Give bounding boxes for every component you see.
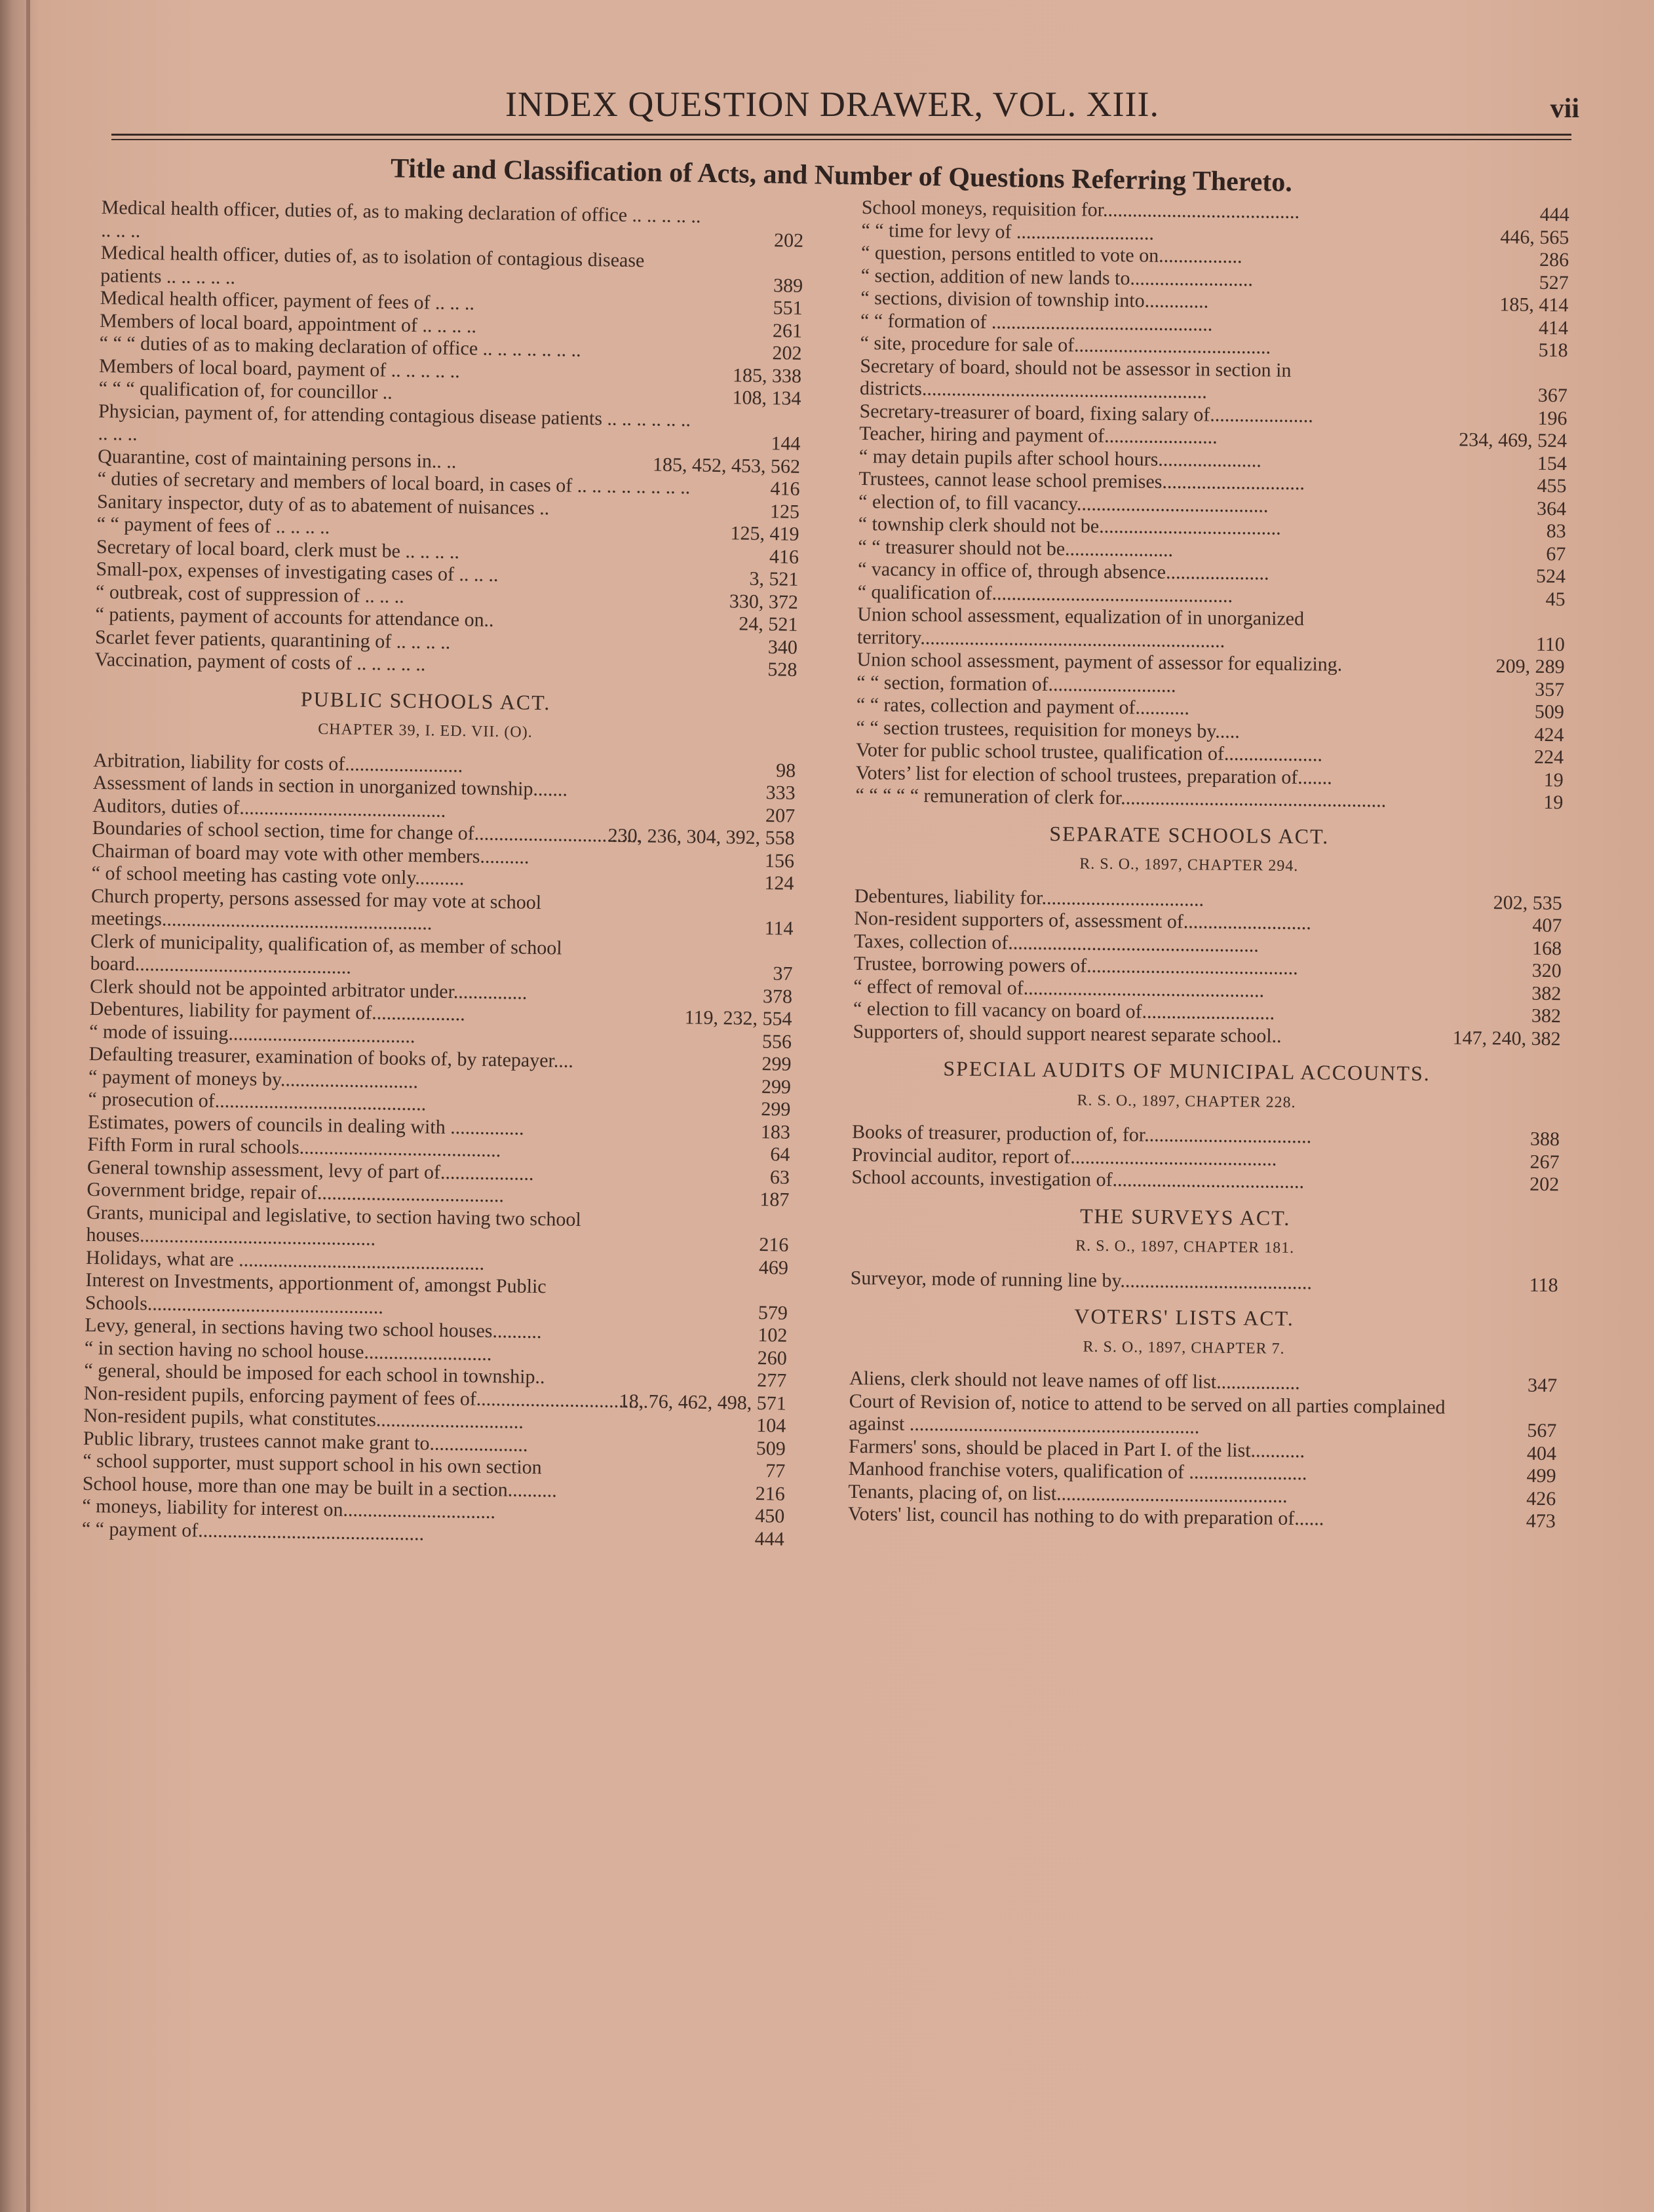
right-column [848,197,1569,1533]
left-entries-top [94,197,804,681]
index-entry-pages: 216 [759,1234,789,1256]
index-entry-pages: 551 [773,297,803,319]
index-entry-text: “ “ time for levy of ............................ [861,219,1155,244]
index-entry-pages: 216 [755,1482,785,1505]
index-entry-text: Aliens, clerk should not leave names of off list................. [849,1367,1300,1394]
index-entry-pages: 299 [761,1075,792,1098]
index-entry-pages: 144 [771,432,801,455]
index-entry-pages: 509 [756,1437,786,1460]
index-entry-pages: 119, 232, 554 [684,1006,792,1030]
index-entry-text: Union school assessment, equalization of in unorganized territory.............................................................. [856,603,1305,652]
index-entry-text: Manhood franchise voters, qualification of ........................ [848,1457,1307,1485]
index-entry-text: “ in section having no school house.......................... [84,1337,492,1365]
index-entry-pages: 98 [775,759,796,782]
index-entry-pages: 260 [757,1346,788,1369]
index-entry-pages: 469 [758,1256,789,1279]
index-entry [860,354,1568,407]
index-entry-pages: 67 [1546,543,1566,565]
index-entry-text: Farmers' sons, should be placed in Part I. of the list........... [848,1435,1305,1462]
section-title-separate-schools: SEPARATE SCHOOLS ACT. [1049,821,1330,849]
index-entry-text: “ section, addition of new lands to......................... [860,264,1254,290]
index-entry-text: Court of Revision of, notice to attend to be served on all parties complained against ........................................................... [849,1390,1446,1438]
right-entries-top [855,197,1569,814]
index-entry [849,1390,1557,1442]
index-entry-pages: 382 [1531,982,1562,1004]
index-entry-pages: 202 [1529,1173,1560,1196]
index-entry-text: School moneys, requisition for........................................ [861,197,1300,223]
index-entry-pages: 207 [765,804,796,827]
header-rule-top [111,134,1571,136]
index-entry-pages: 424 [1534,723,1564,746]
index-entry-text: “ prosecution of........................................... [88,1088,427,1115]
index-entry-pages: 114 [764,917,794,940]
index-entry-pages: 299 [761,1098,791,1120]
index-entry-text: “ duties of secretary and members of local board, in cases of .. .. .. .. .. .. .. .. [97,467,691,499]
index-entry-text: Vaccination, payment of costs of .. .. .. .. .. [94,648,426,676]
index-entry-pages: 333 [765,782,796,804]
index-entry-text: Debentures, liability for payment of................... [89,997,466,1025]
index-entry-pages: 347 [1527,1374,1558,1397]
index-entry-text: “ moneys, liability for interest on............................... [82,1495,496,1523]
index-entry-pages: 64 [770,1143,790,1166]
index-entry-text: Physician, payment of, for attending contagious disease patients .. .. .. .. .. .. .. .. .. [98,400,691,445]
index-entry-text: Provincial auditor, report of.......................................... [851,1143,1277,1170]
index-entry-text: General township assessment, levy of part of................... [87,1156,534,1185]
index-entry-pages: 499 [1526,1464,1556,1487]
index-entry-text: Interest on Investments, apportionment of, amongst Public Schools................................................ [85,1268,547,1318]
index-entry-pages: 118 [1529,1274,1558,1296]
index-entry-pages: 455 [1537,474,1567,497]
index-entry-pages: 24, 521 [739,613,798,636]
index-entry-text: Members of local board, appointment of .. .. .. .. [99,309,477,337]
index-entry-pages: 426 [1526,1487,1556,1510]
index-entry-text: Voter for public school trustee, qualification of.................... [855,738,1323,766]
index-entry-pages: 414 [1538,316,1569,339]
index-entry-text: Non-resident pupils, enforcing payment of fees of................................... [83,1382,649,1413]
index-entry-pages: 286 [1539,248,1569,271]
index-entry-text: Surveyor, mode of running line by....................................... [850,1267,1313,1293]
index-entry-text: Fifth Form in rural schools......................................... [87,1133,501,1162]
index-entry-text: “ mode of issuing...................................... [88,1020,415,1047]
index-entry-pages: 527 [1539,271,1569,294]
index-entry-text: “ question, persons entitled to vote on................. [860,241,1242,268]
index-entry-text: Clerk of municipality, qualification of, as member of school board............................................ [90,930,562,978]
index-entry-pages: 196 [1537,407,1567,429]
index-entry-text: “ payment of moneys by............................ [88,1065,419,1092]
main-heading: Title and Classification of Acts, and Number of Questions Referring Thereto. [390,153,1293,198]
index-entry-text: Boundaries of school section, time for change of.................................. [92,816,642,847]
index-entry-text: Grants, municipal and legislative, to section having two school houses................................................ [86,1201,582,1250]
index-entry-text: “ effect of removal of................................................. [853,975,1265,1001]
chapter-special-audits: R. S. O., 1897, CHAPTER 228. [1077,1092,1296,1111]
index-entry-pages: 367 [1537,384,1568,407]
index-entry-pages: 234, 469, 524 [1458,429,1567,452]
index-entry-pages: 185, 338 [732,364,802,387]
index-entry-text: Trustees, cannot lease school premises............................. [858,467,1305,495]
index-entry-text: “ site, procedure for sale of........................................ [860,332,1271,358]
chapter-separate-schools: R. S. O., 1897, CHAPTER 294. [1079,855,1299,875]
index-entry-text: Non-resident pupils, what constitutes.............................. [83,1404,524,1433]
index-entry-text: “ “ “ duties of as to making declaration of office .. .. .. .. .. .. .. [99,332,581,361]
index-entry-pages: 416 [769,545,799,568]
index-entry-pages: 37 [773,963,793,985]
index-entry-pages: 230, 236, 304, 392, 558 [607,824,795,849]
index-entry-text: Debentures, liability for................................. [854,885,1204,911]
index-entry-pages: 450 [754,1505,785,1527]
index-entry-pages: 518 [1538,339,1568,362]
index-entry-pages: 154 [1537,452,1567,474]
index-entry-pages: 444 [1539,203,1569,226]
index-entry-text: Trustee, borrowing powers of........................................... [853,952,1298,980]
index-entry-text: Estimates, powers of councils in dealing with ............... [87,1111,524,1139]
index-entry-text: “ election of, to fill vacancy....................................... [858,490,1269,517]
index-entry-pages: 509 [1534,700,1564,723]
index-entry-pages: 202, 535 [1493,891,1562,914]
index-entry-pages: 382 [1531,1004,1562,1027]
index-entry-pages: 125, 419 [730,522,799,545]
section-title-surveys: THE SURVEYS ACT. [1079,1204,1291,1230]
index-entry-text: “ “ section trustees, requisition for moneys by..... [856,716,1240,742]
index-entry-text: Supporters of, should support nearest separate school.. [853,1020,1282,1047]
index-entry-pages: 364 [1536,497,1567,520]
index-entry-pages: 446, 565 [1500,225,1569,248]
index-entry-text: Medical health officer, payment of fees of .. .. .. [100,286,475,315]
index-entry-text: “ “ rates, collection and payment of........... [856,693,1190,719]
index-entry-pages: 416 [770,478,800,500]
index-entry-pages: 168 [1531,937,1562,959]
running-title: INDEX QUESTION DRAWER, VOL. XIII. [505,85,1160,124]
index-entry-text: Union school assessment, payment of assessor for equalizing. [856,648,1343,676]
index-entry-pages: 202 [772,342,802,364]
index-entry-pages: 19 [1543,791,1564,814]
index-entry-text: “ sections, division of township into............. [860,286,1209,313]
index-entry-pages: 224 [1533,746,1564,769]
index-entry-pages: 567 [1527,1419,1557,1442]
index-entry-text: “ “ payment of.............................................. [81,1517,425,1545]
index-entry-text: Church property, persons assessed for may vote at school meetings....................................................... [90,885,542,934]
index-entry-text: Secretary of local board, clerk must be .. .. .. .. [96,535,460,563]
index-entry-pages: 528 [767,658,798,681]
index-entry-text: “ “ section, formation of.......................... [856,671,1176,696]
index-entry-text: Teacher, hiring and payment of....................... [859,422,1218,448]
index-entry [857,603,1566,656]
surveys-entries [851,1267,1558,1297]
index-entry-text: “ “ treasurer should not be...................... [858,535,1174,561]
index-entry-pages: 18, 76, 462, 498, 571 [619,1390,787,1415]
index-entry-pages: 83 [1546,520,1566,543]
index-entry-text: “ qualification of................................................. [857,581,1233,607]
page-number: vii [1550,94,1579,124]
index-entry-pages: 104 [756,1415,786,1437]
index-entry-text: Defaulting treasurer, examination of books of, by ratepayer.... [88,1042,574,1072]
left-column [82,197,804,1551]
header-rule-bottom [111,139,1571,140]
index-entry-text: Chairman of board may vote with other members.......... [91,839,529,868]
section-title-voters-lists: VOTERS' LISTS ACT. [1074,1304,1295,1331]
index-entry-text: “ school supporter, must support school in his own section [83,1449,542,1479]
index-entry-text: Auditors, duties of.......................................... [92,794,446,822]
index-entry-text: Medical health officer, duties of, as to isolation of contagious disease patients .. .. .. .. .. [100,241,645,288]
index-entry-pages: 187 [760,1189,790,1211]
public-schools-entries [82,749,796,1550]
index-entry-text: Scarlet fever patients, quarantining of .. .. .. .. [94,626,451,653]
index-entry-pages: 299 [761,1053,792,1075]
chapter-public-schools: CHAPTER 39, I. ED. VII. (O). [318,720,533,741]
index-entry-text: “ “ formation of ............................................. [860,309,1213,335]
separate-schools-entries [853,885,1562,1050]
index-entry-text: Arbitration, liability for costs of........................ [92,749,463,776]
voters-lists-entries [848,1367,1557,1533]
index-entry-text: “ of school meeting has casting vote only.......... [91,862,465,890]
binding-edge [26,0,30,2212]
chapter-voters-lists: R. S. O., 1897, CHAPTER 7. [1083,1338,1285,1358]
index-entry-text: Secretary-treasurer of board, fixing salary of..................... [859,400,1313,427]
index-entry-pages: 404 [1526,1442,1557,1464]
index-entry-text: School house, more than one may be built in a section.......... [82,1472,558,1502]
index-entry-text: Levy, general, in sections having two school houses.......... [85,1314,542,1343]
index-entry-text: “ “ payment of fees of .. .. .. .. [96,512,330,539]
index-entry-pages: 124 [764,872,794,894]
index-entry-pages: 473 [1526,1510,1556,1533]
index-entry-text: Tenants, placing of, on list............................................... [848,1480,1288,1507]
index-entry-text: “ “ “ “ “ remuneration of clerk for...................................................... [855,784,1387,812]
index-entry-pages: 388 [1529,1128,1560,1151]
index-entry-pages: 556 [761,1030,792,1053]
index-entry-pages: 147, 240, 382 [1452,1027,1561,1050]
index-entry-text: Non-resident supporters of, assessment of.......................... [854,907,1312,934]
index-entry-pages: 102 [758,1324,788,1346]
index-entry-text: School accounts, investigation of....................................... [851,1166,1305,1193]
index-entry-text: “ vacancy in office of, through absence..................... [857,558,1269,584]
index-entry-pages: 524 [1535,565,1566,588]
index-entry-pages: 267 [1529,1151,1560,1173]
index-entry-text: “ “ “ qualification of, for councillor .. [98,377,393,404]
index-entry-pages: 444 [754,1527,784,1550]
index-entry-pages: 77 [765,1460,786,1482]
index-entry-pages: 407 [1532,914,1562,937]
index-entry-pages: 45 [1545,588,1566,610]
index-entry-pages: 579 [758,1301,788,1324]
index-entry-pages: 378 [762,985,793,1008]
index-entry-text: Voters' list, council has nothing to do with preparation of...... [847,1502,1324,1530]
index-entry-text: Small-pox, expenses of investigating cases of .. .. .. [96,558,499,586]
index-entry-pages: 330, 372 [729,590,799,613]
index-entry-text: Members of local board, payment of .. .. .. .. .. [98,354,461,382]
index-entry-text: Voters’ list for election of school trustees, preparation of....... [855,761,1332,789]
index-entry-pages: 185, 414 [1499,294,1569,316]
index-entry-text: Taxes, collection of................................................... [853,930,1260,956]
index-entry-text: “ election to fill vacancy on board of........................... [853,997,1275,1024]
index-entry-text: Medical health officer, duties of, as to making declaration of office .. .. .. .. .. .. .. .. [100,197,701,242]
index-entry-text: Public library, trustees cannot make grant to.................... [83,1427,528,1456]
section-title-public-schools: PUBLIC SCHOOLS ACT. [300,687,551,714]
index-entry-pages: 202 [773,229,804,252]
index-entry-pages: 389 [773,274,803,297]
index-entry-text: Books of treasurer, production of, for.................................. [851,1120,1312,1148]
index-entry-pages: 183 [760,1120,791,1143]
index-entry-pages: 63 [769,1166,790,1189]
index-entry [851,1267,1558,1297]
index-entry-text: “ may detain pupils after school hours..................... [858,445,1262,471]
index-entry-text: Quarantine, cost of maintaining persons in.. .. [97,445,457,472]
index-entry-pages: 19 [1543,769,1564,791]
index-entry-pages: 261 [772,319,803,342]
index-entry-pages: 110 [1535,633,1566,655]
index-entry-pages: 185, 452, 453, 562 [652,453,801,478]
index-entry-text: Assessment of lands in section in unorganized township....... [92,771,568,801]
index-entry-pages: 277 [757,1369,787,1392]
index-entry-pages: 209, 289 [1495,655,1565,678]
index-entry-text: “ patients, payment of accounts for attendance on.. [95,603,494,631]
index-entry-text: “ outbreak, cost of suppression of .. .. .. [95,581,404,607]
special-audits-entries [851,1121,1560,1196]
index-entry-text: “ township clerk should not be..................................... [858,512,1281,539]
index-entry-pages: 340 [767,636,798,658]
index-entry-text: Holidays, what are .................................................. [85,1246,485,1274]
index-entry-pages: 320 [1531,959,1562,982]
index-entry-text: Clerk should not be appointed arbitrator under............... [89,975,528,1004]
index-entry-pages: 3, 521 [749,567,799,590]
index-entry-text: “ general, should be imposed for each school in township.. [84,1359,545,1388]
index-entry-text: Secretary of board, should not be assessor in section in districts.......................................................... [859,354,1292,403]
index-entry-pages: 156 [764,849,795,872]
section-title-special-audits: SPECIAL AUDITS OF MUNICIPAL ACCOUNTS. [943,1056,1431,1086]
index-entry-pages: 108, 134 [732,387,801,410]
index-entry-pages: 357 [1535,678,1565,700]
chapter-surveys: R. S. O., 1897, CHAPTER 181. [1075,1237,1295,1257]
index-entry-text: Government bridge, repair of...................................... [87,1178,505,1207]
index-entry-text: Sanitary inspector, duty of as to abatement of nuisances .. [96,490,550,519]
index-entry-pages: 125 [769,500,800,523]
